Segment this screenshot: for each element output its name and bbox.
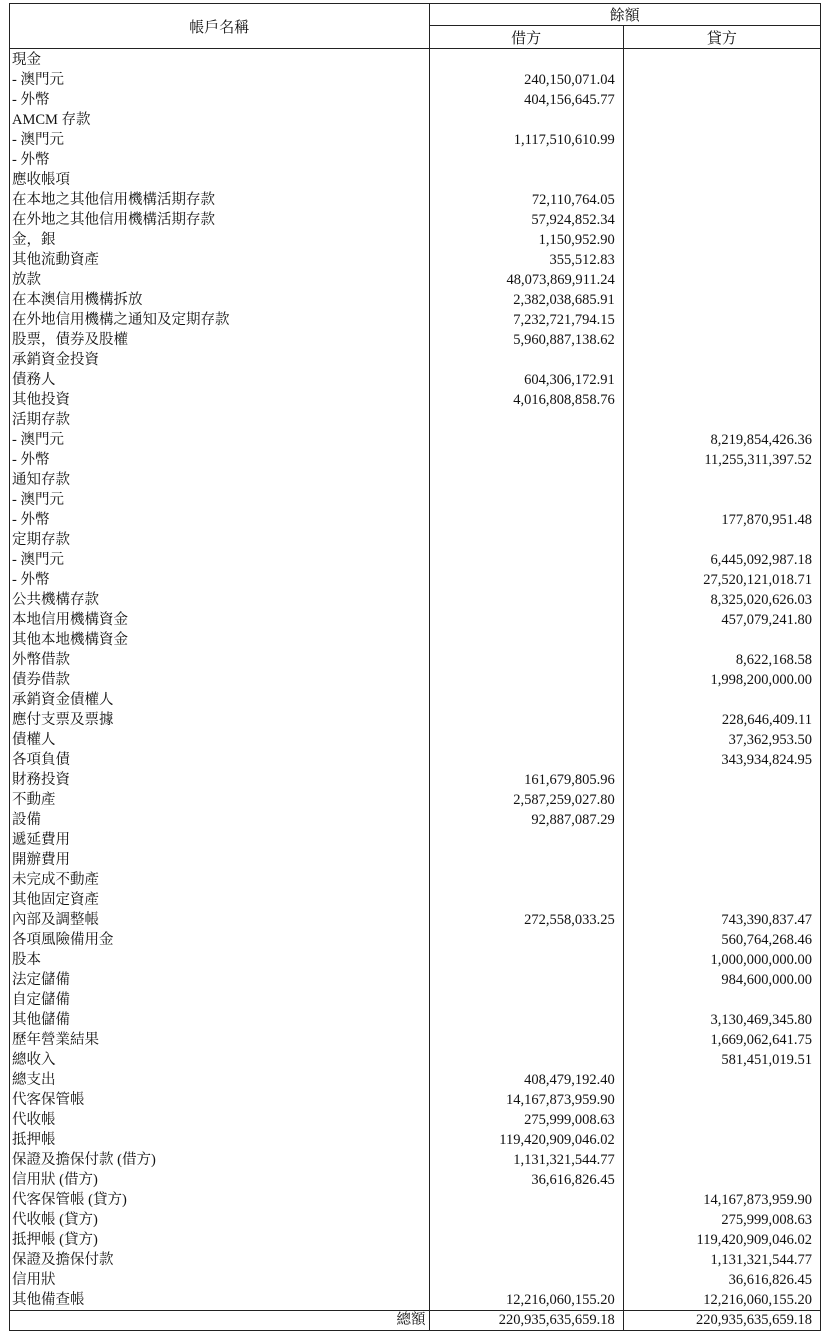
table-row [10, 410, 821, 430]
account-name-cell: - 外幣 [10, 450, 430, 470]
account-name-cell: 總收入 [10, 1050, 430, 1070]
debit-cell: 1,131,321,544.77 [429, 1150, 623, 1170]
account-name-cell: - 澳門元 [10, 490, 430, 510]
trial-balance-table [9, 3, 821, 1331]
account-name-cell: 各項風險備用金 [10, 930, 430, 950]
account-name-cell: 在外地之其他信用機構活期存款 [10, 210, 430, 230]
account-name-cell: 設備 [10, 810, 430, 830]
account-name-cell: 現金 [10, 49, 430, 71]
account-name-cell: 開辦費用 [10, 850, 430, 870]
debit-cell: 48,073,869,911.24 [429, 270, 623, 290]
credit-cell [623, 150, 820, 170]
credit-cell [623, 770, 820, 790]
credit-cell [623, 790, 820, 810]
table-row [10, 1110, 821, 1130]
credit-cell: 27,520,121,018.71 [623, 570, 820, 590]
credit-cell [623, 270, 820, 290]
credit-cell: 560,764,268.46 [623, 930, 820, 950]
debit-cell: 1,117,510,610.99 [429, 130, 623, 150]
table-row [10, 530, 821, 550]
account-name-cell: - 外幣 [10, 90, 430, 110]
credit-cell [623, 110, 820, 130]
debit-cell [429, 550, 623, 570]
table-row [10, 1190, 821, 1210]
credit-cell: 1,000,000,000.00 [623, 950, 820, 970]
table-row [10, 450, 821, 470]
table-row [10, 710, 821, 730]
account-name-cell: - 澳門元 [10, 130, 430, 150]
debit-cell [429, 710, 623, 730]
debit-cell: 119,420,909,046.02 [429, 1130, 623, 1150]
table-row [10, 1270, 821, 1290]
table-row [10, 1030, 821, 1050]
table-row [10, 310, 821, 330]
table-row [10, 49, 821, 71]
credit-cell: 3,130,469,345.80 [623, 1010, 820, 1030]
credit-cell: 177,870,951.48 [623, 510, 820, 530]
account-name-cell: - 外幣 [10, 510, 430, 530]
credit-cell: 6,445,092,987.18 [623, 550, 820, 570]
debit-cell [429, 610, 623, 630]
debit-cell [429, 590, 623, 610]
table-row [10, 1130, 821, 1150]
debit-cell [429, 150, 623, 170]
debit-cell [429, 1030, 623, 1050]
account-name-cell: 其他儲備 [10, 1010, 430, 1030]
credit-cell [623, 1090, 820, 1110]
account-name-cell: 其他本地機構資金 [10, 630, 430, 650]
credit-cell [623, 250, 820, 270]
debit-cell: 275,999,008.63 [429, 1110, 623, 1130]
credit-cell: 581,451,019.51 [623, 1050, 820, 1070]
account-name-cell: 債務人 [10, 370, 430, 390]
table-row [10, 490, 821, 510]
table-row [10, 190, 821, 210]
account-rows [10, 49, 821, 1311]
table-row [10, 850, 821, 870]
credit-cell [623, 490, 820, 510]
table-row [10, 370, 821, 390]
credit-cell: 8,219,854,426.36 [623, 430, 820, 450]
debit-cell [429, 170, 623, 190]
account-name-cell: - 澳門元 [10, 70, 430, 90]
table-row [10, 670, 821, 690]
table-row [10, 610, 821, 630]
table-row [10, 1250, 821, 1270]
table-row [10, 750, 821, 770]
table-row [10, 630, 821, 650]
credit-cell [623, 470, 820, 490]
total-row [10, 1311, 821, 1331]
debit-cell [429, 630, 623, 650]
debit-cell: 5,960,887,138.62 [429, 330, 623, 350]
credit-cell: 14,167,873,959.90 [623, 1190, 820, 1210]
total-debit: 220,935,635,659.18 [429, 1311, 623, 1331]
account-name-cell: 歷年營業結果 [10, 1030, 430, 1050]
account-name-cell: AMCM 存款 [10, 110, 430, 130]
account-name-cell: 信用狀 (借方) [10, 1170, 430, 1190]
debit-cell [429, 450, 623, 470]
credit-cell [623, 690, 820, 710]
credit-cell [623, 230, 820, 250]
table-row [10, 1010, 821, 1030]
account-name-cell: 保證及擔保付款 [10, 1250, 430, 1270]
account-name-cell: 應收帳項 [10, 170, 430, 190]
account-name-cell: 其他固定資產 [10, 890, 430, 910]
account-name-cell: 其他備查帳 [10, 1290, 430, 1311]
credit-cell [623, 70, 820, 90]
table-row [10, 1090, 821, 1110]
debit-cell: 92,887,087.29 [429, 810, 623, 830]
account-name-cell: 總支出 [10, 1070, 430, 1090]
debit-cell [429, 1050, 623, 1070]
credit-cell [623, 90, 820, 110]
account-name-cell: 承銷資金投資 [10, 350, 430, 370]
credit-cell: 119,420,909,046.02 [623, 1230, 820, 1250]
debit-cell: 14,167,873,959.90 [429, 1090, 623, 1110]
credit-cell: 1,669,062,641.75 [623, 1030, 820, 1050]
table-row [10, 950, 821, 970]
account-name-cell: 債權人 [10, 730, 430, 750]
debit-cell: 272,558,033.25 [429, 910, 623, 930]
debit-cell: 57,924,852.34 [429, 210, 623, 230]
table-row [10, 590, 821, 610]
debit-cell: 408,479,192.40 [429, 1070, 623, 1090]
account-name-cell: 保證及擔保付款 (借方) [10, 1150, 430, 1170]
debit-cell [429, 510, 623, 530]
debit-cell [429, 670, 623, 690]
table-row [10, 690, 821, 710]
account-name-cell: 內部及調整帳 [10, 910, 430, 930]
credit-header: 貸方 [623, 26, 820, 49]
table-row [10, 210, 821, 230]
table-row [10, 170, 821, 190]
credit-cell [623, 370, 820, 390]
table-row [10, 570, 821, 590]
account-name-cell: 在本地之其他信用機構活期存款 [10, 190, 430, 210]
debit-cell: 355,512.83 [429, 250, 623, 270]
credit-cell: 743,390,837.47 [623, 910, 820, 930]
credit-cell [623, 850, 820, 870]
table-row [10, 90, 821, 110]
credit-cell [623, 49, 820, 71]
account-name-cell: 公共機構存款 [10, 590, 430, 610]
credit-cell: 8,622,168.58 [623, 650, 820, 670]
credit-cell [623, 130, 820, 150]
credit-cell [623, 870, 820, 890]
account-name-cell: 代客保管帳 (貸方) [10, 1190, 430, 1210]
credit-cell [623, 1150, 820, 1170]
debit-cell [429, 730, 623, 750]
credit-cell [623, 810, 820, 830]
table-row [10, 870, 821, 890]
account-name-cell: 外幣借款 [10, 650, 430, 670]
account-name-cell: - 澳門元 [10, 430, 430, 450]
debit-cell [429, 1250, 623, 1270]
table-row [10, 270, 821, 290]
account-name-cell: 財務投資 [10, 770, 430, 790]
debit-cell: 12,216,060,155.20 [429, 1290, 623, 1311]
account-name-cell: 不動產 [10, 790, 430, 810]
credit-cell [623, 630, 820, 650]
debit-cell: 4,016,808,858.76 [429, 390, 623, 410]
debit-cell: 7,232,721,794.15 [429, 310, 623, 330]
debit-cell: 404,156,645.77 [429, 90, 623, 110]
credit-cell: 275,999,008.63 [623, 1210, 820, 1230]
debit-cell [429, 870, 623, 890]
table-row [10, 790, 821, 810]
debit-cell [429, 890, 623, 910]
table-row [10, 730, 821, 750]
table-row [10, 1050, 821, 1070]
table-row [10, 230, 821, 250]
table-row [10, 970, 821, 990]
credit-cell [623, 830, 820, 850]
total-label: 總額 [10, 1311, 430, 1331]
debit-cell: 2,382,038,685.91 [429, 290, 623, 310]
account-name-cell: 信用狀 [10, 1270, 430, 1290]
credit-cell [623, 390, 820, 410]
debit-cell [429, 750, 623, 770]
account-name-cell: 抵押帳 [10, 1130, 430, 1150]
table-row [10, 510, 821, 530]
table-row [10, 930, 821, 950]
debit-cell [429, 830, 623, 850]
credit-cell [623, 170, 820, 190]
credit-cell [623, 1130, 820, 1150]
table-row [10, 830, 821, 850]
debit-cell [429, 410, 623, 430]
table-row [10, 1070, 821, 1090]
credit-cell [623, 1070, 820, 1090]
credit-cell: 343,934,824.95 [623, 750, 820, 770]
balance-header: 餘額 [429, 4, 821, 26]
debit-cell [429, 650, 623, 670]
debit-cell: 604,306,172.91 [429, 370, 623, 390]
account-name-cell: 承銷資金債權人 [10, 690, 430, 710]
account-name-cell: 股票，債券及股權 [10, 330, 430, 350]
account-name-cell: 各項負債 [10, 750, 430, 770]
account-name-cell: 遞延費用 [10, 830, 430, 850]
account-name-cell: 放款 [10, 270, 430, 290]
account-name-cell: - 外幣 [10, 570, 430, 590]
account-name-cell: 股本 [10, 950, 430, 970]
debit-cell [429, 49, 623, 71]
credit-cell [623, 410, 820, 430]
table-row [10, 470, 821, 490]
table-row [10, 330, 821, 350]
account-name-cell: 定期存款 [10, 530, 430, 550]
debit-cell [429, 570, 623, 590]
account-name-cell: 應付支票及票據 [10, 710, 430, 730]
credit-cell [623, 330, 820, 350]
debit-cell [429, 990, 623, 1010]
table-row [10, 910, 821, 930]
total-credit: 220,935,635,659.18 [623, 1311, 820, 1331]
credit-cell [623, 990, 820, 1010]
debit-cell [429, 970, 623, 990]
account-name-cell: 活期存款 [10, 410, 430, 430]
account-name-cell: 未完成不動產 [10, 870, 430, 890]
credit-cell: 11,255,311,397.52 [623, 450, 820, 470]
credit-cell: 36,616,826.45 [623, 1270, 820, 1290]
debit-cell [429, 470, 623, 490]
account-name-cell: 代客保管帳 [10, 1090, 430, 1110]
table-row [10, 770, 821, 790]
table-row [10, 350, 821, 370]
account-name-cell: 法定儲備 [10, 970, 430, 990]
debit-cell [429, 530, 623, 550]
account-name-cell: 本地信用機構資金 [10, 610, 430, 630]
debit-cell [429, 110, 623, 130]
credit-cell [623, 310, 820, 330]
table-row [10, 130, 821, 150]
account-name-cell: 代收帳 [10, 1110, 430, 1130]
account-name-cell: 自定儲備 [10, 990, 430, 1010]
debit-cell [429, 1230, 623, 1250]
credit-cell [623, 1110, 820, 1130]
debit-cell: 161,679,805.96 [429, 770, 623, 790]
table-row [10, 810, 821, 830]
credit-cell [623, 350, 820, 370]
account-name-cell: 其他流動資產 [10, 250, 430, 270]
debit-cell: 1,150,952.90 [429, 230, 623, 250]
table-row [10, 650, 821, 670]
debit-cell [429, 490, 623, 510]
debit-cell: 36,616,826.45 [429, 1170, 623, 1190]
credit-cell: 37,362,953.50 [623, 730, 820, 750]
account-name-cell: 在本澳信用機構拆放 [10, 290, 430, 310]
debit-cell: 2,587,259,027.80 [429, 790, 623, 810]
account-name-cell: 金，銀 [10, 230, 430, 250]
credit-cell: 12,216,060,155.20 [623, 1290, 820, 1311]
debit-cell [429, 350, 623, 370]
credit-cell [623, 290, 820, 310]
table-row [10, 1150, 821, 1170]
account-name-cell: - 澳門元 [10, 550, 430, 570]
debit-cell [429, 1210, 623, 1230]
account-name-cell: 代收帳 (貸方) [10, 1210, 430, 1230]
debit-cell: 240,150,071.04 [429, 70, 623, 90]
debit-cell: 72,110,764.05 [429, 190, 623, 210]
debit-cell [429, 430, 623, 450]
credit-cell: 8,325,020,626.03 [623, 590, 820, 610]
credit-cell [623, 210, 820, 230]
credit-cell [623, 1170, 820, 1190]
table-row [10, 890, 821, 910]
table-row [10, 390, 821, 410]
debit-cell [429, 1010, 623, 1030]
table-row [10, 290, 821, 310]
debit-cell [429, 1270, 623, 1290]
credit-cell [623, 890, 820, 910]
account-name-cell: 在外地信用機構之通知及定期存款 [10, 310, 430, 330]
credit-cell: 1,131,321,544.77 [623, 1250, 820, 1270]
table-row [10, 1210, 821, 1230]
credit-cell [623, 530, 820, 550]
table-row [10, 1290, 821, 1311]
account-name-cell: 債券借款 [10, 670, 430, 690]
table-row [10, 150, 821, 170]
table-row [10, 990, 821, 1010]
account-name-cell: 其他投資 [10, 390, 430, 410]
debit-cell [429, 690, 623, 710]
debit-header: 借方 [429, 26, 623, 49]
credit-cell: 1,998,200,000.00 [623, 670, 820, 690]
table-row [10, 70, 821, 90]
table-row [10, 1170, 821, 1190]
credit-cell: 228,646,409.11 [623, 710, 820, 730]
credit-cell: 457,079,241.80 [623, 610, 820, 630]
account-name-header: 帳戶名稱 [10, 4, 430, 49]
table-row [10, 110, 821, 130]
debit-cell [429, 950, 623, 970]
account-name-cell: 抵押帳 (貸方) [10, 1230, 430, 1250]
debit-cell [429, 850, 623, 870]
debit-cell [429, 1190, 623, 1210]
account-name-cell: 通知存款 [10, 470, 430, 490]
credit-cell: 984,600,000.00 [623, 970, 820, 990]
debit-cell [429, 930, 623, 950]
account-name-cell: - 外幣 [10, 150, 430, 170]
table-row [10, 550, 821, 570]
table-row [10, 430, 821, 450]
table-row [10, 1230, 821, 1250]
table-row [10, 250, 821, 270]
credit-cell [623, 190, 820, 210]
